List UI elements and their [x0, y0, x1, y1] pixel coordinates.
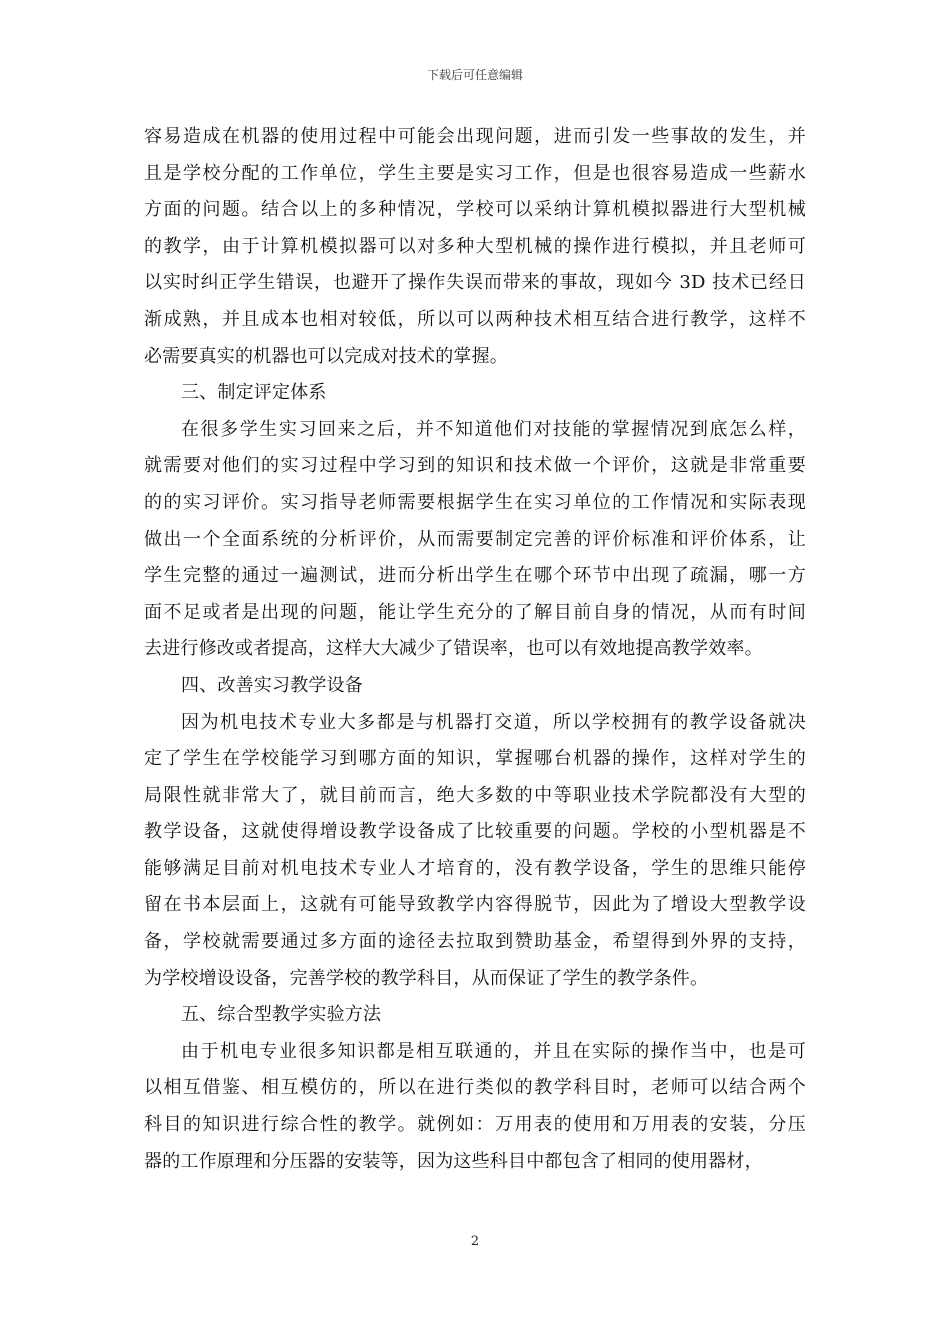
text-line: 容易造成在机器的使用过程中可能会出现问题，进而引发一些事故的发生，并	[144, 126, 806, 147]
text-line: 的教学，由于计算机模拟器可以对多种大型机械的操作进行模拟，并且老师可	[144, 235, 806, 257]
text-line: 局限性就非常大了，就目前而言，绝大多数的中等职业技术学院都没有大型的	[144, 784, 806, 806]
section-heading	[144, 668, 806, 705]
text-line: 渐成熟，并且成本也相对较低，所以可以两种技术相互结合进行教学，这样不	[144, 308, 806, 330]
heading-text: 四、改善实习教学设备	[181, 674, 363, 696]
text-line: 面不足或者是出现的问题，能让学生充分的了解目前自身的情况，从而有时间	[144, 601, 806, 623]
text-line: 方面的问题。结合以上的多种情况，学校可以采纳计算机模拟器进行大型机械	[144, 199, 806, 221]
document-body	[144, 119, 806, 1180]
text-line: 在很多学生实习回来之后，并不知道他们对技能的掌握情况到底怎么样，	[181, 418, 806, 440]
paragraph	[144, 1034, 806, 1180]
text-line: 且是学校分配的工作单位，学生主要是实习工作，但是也很容易造成一些薪水	[144, 162, 806, 184]
text-line: 由于机电专业很多知识都是相互联通的，并且在实际的操作当中，也是可	[181, 1040, 806, 1062]
text-line: 定了学生在学校能学习到哪方面的知识，掌握哪台机器的操作，这样对学生的	[144, 748, 806, 770]
text-line: 留在书本层面上，这就有可能导致教学内容得脱节，因此为了增设大型教学设	[144, 894, 806, 916]
heading-text: 五、综合型教学实验方法	[181, 1004, 382, 1026]
text-line: 必需要真实的机器也可以完成对技术的掌握。	[144, 345, 508, 367]
text-line: 科目的知识进行综合性的教学。就例如：万用表的使用和万用表的安装，分压	[144, 1114, 806, 1136]
text-line: 备，学校就需要通过多方面的途径去拉取到赞助基金，希望得到外界的支持，	[144, 931, 806, 953]
text-line: 器的工作原理和分压器的安装等，因为这些科目中都包含了相同的使用器材，	[144, 1150, 763, 1172]
heading-text: 三、制定评定体系	[181, 382, 327, 404]
text-line: 以相互借鉴、相互模仿的，所以在进行类似的教学科目时，老师可以结合两个	[144, 1077, 806, 1099]
paragraph	[144, 705, 806, 998]
text-line: 教学设备，这就使得增设教学设备成了比较重要的问题。学校的小型机器是不	[144, 821, 806, 843]
text-line: 能够满足目前对机电技术专业人才培育的，没有教学设备，学生的思维只能停	[144, 857, 806, 879]
text-line: 以实时纠正学生错误，也避开了操作失误而带来的事故，现如今 3D 技术已经日	[144, 272, 806, 294]
text-line: 因为机电技术专业大多都是与机器打交道，所以学校拥有的教学设备就决	[181, 711, 806, 733]
text-line: 做出一个全面系统的分析评价，从而需要制定完善的评价标准和评价体系，让	[144, 528, 806, 550]
text-line: 为学校增设设备，完善学校的教学科目，从而保证了学生的教学条件。	[144, 967, 709, 989]
text-line: 的的实习评价。实习指导老师需要根据学生在实习单位的工作情况和实际表现	[144, 491, 806, 513]
section-heading	[144, 997, 806, 1034]
text-line: 就需要对他们的实习过程中学习到的知识和技术做一个评价，这就是非常重要	[144, 455, 806, 477]
page-header: 下载后可任意编辑	[426, 68, 523, 82]
paragraph	[144, 412, 806, 668]
section-heading	[144, 375, 806, 412]
text-line: 去进行修改或者提高，这样大大减少了错误率，也可以有效地提高教学效率。	[144, 638, 763, 660]
text-line: 学生完整的通过一遍测试，进而分析出学生在哪个环节中出现了疏漏，哪一方	[144, 565, 806, 587]
paragraph	[144, 119, 806, 375]
page-number: 2	[470, 1234, 480, 1249]
